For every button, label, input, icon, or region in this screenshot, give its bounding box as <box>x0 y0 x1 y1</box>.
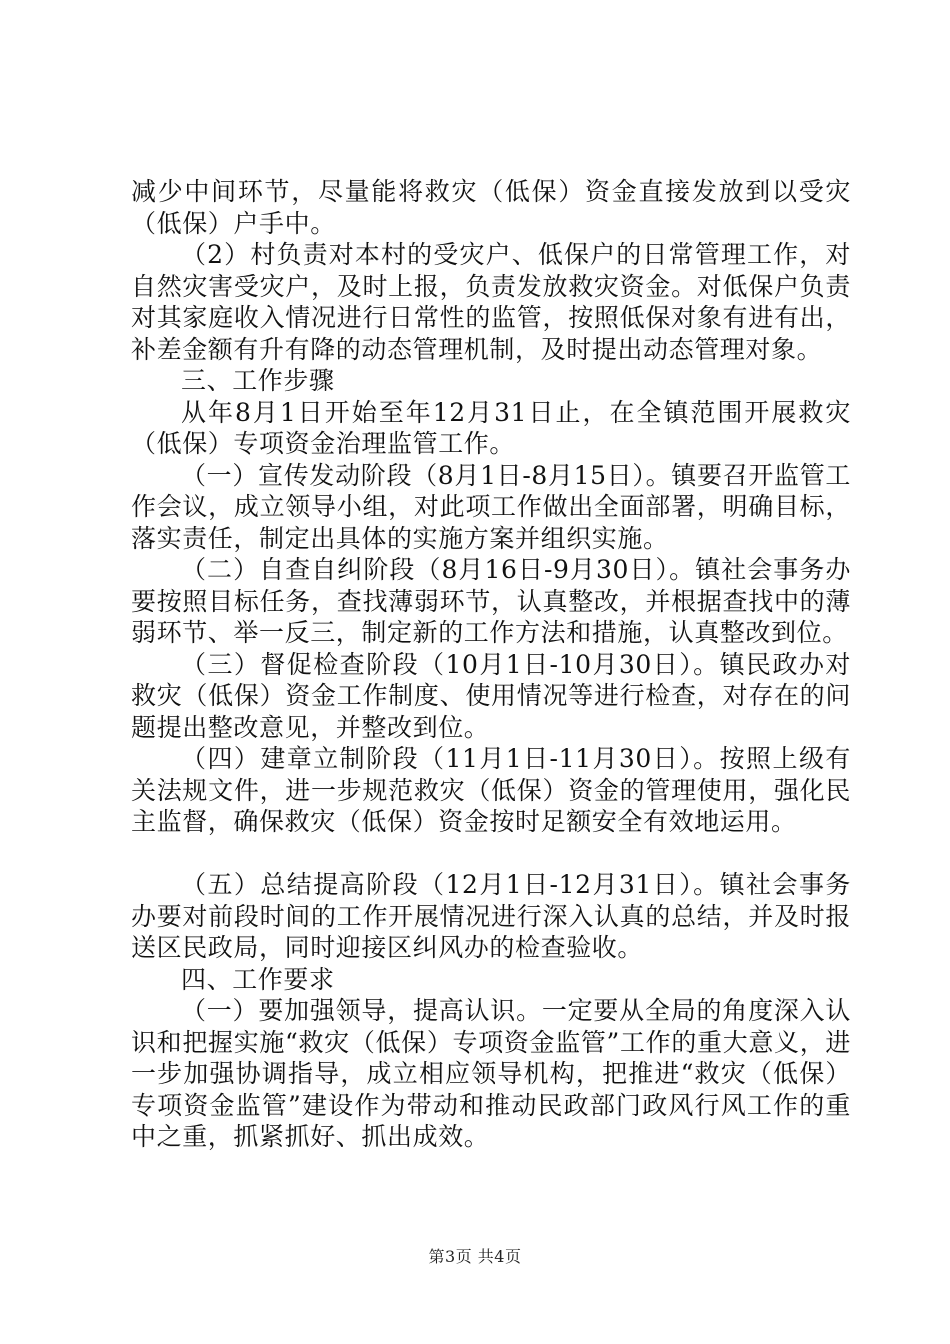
paragraph-stage-summary: （五）总结提高阶段（12月1日-12月31日）。镇社会事务办要对前段时间的工作开展情况进行深入认真的总结，并及时报送区民政局，同时迎接区纠风办的检查验收。 <box>131 870 851 962</box>
paragraph-stage-self-check: （二）自查自纠阶段（8月16日-9月30日）。镇社会事务办要按照目标任务，查找薄弱环节，认真整改，并根据查找中的薄弱环节、举一反三，制定新的工作方法和措施，认真整改到位。 <box>131 555 851 647</box>
paragraph-stage-regulation: （四）建章立制阶段（11月1日-11月30日）。按照上级有关法规文件，进一步规范救灾（低保）资金的管理使用，强化民主监督，确保救灾（低保）资金按时足额安全有效地运用。 <box>131 744 851 836</box>
paragraph-work-period: 从年8月1日开始至年12月31日止，在全镇范围开展救灾（低保）专项资金治理监管工作。 <box>131 397 851 458</box>
document-body <box>131 176 851 1153</box>
paragraph-requirement-leadership: （一）要加强领导，提高认识。一定要从全局的角度深入认识和把握实施“救灾（低保）专项资金监管”工作的重大意义，进一步加强协调指导，成立相应领导机构，把推进“救灾（低保）专项资金监管”建设作为带动和推动民政部门政风行风工作的重中之重，抓紧抓好、抓出成效。 <box>131 996 851 1151</box>
paragraph-stage-inspection: （三）督促检查阶段（10月1日-10月30日）。镇民政办对救灾（低保）资金工作制度、使用情况等进行检查，对存在的问题提出整改意见，并整改到位。 <box>131 649 851 742</box>
section-heading-work-requirements: 四、工作要求 <box>181 964 335 994</box>
section-heading-work-steps: 三、工作步骤 <box>181 366 335 395</box>
paragraph-stage-publicity: （一）宣传发动阶段（8月1日-8月15日）。镇要召开监管工作会议，成立领导小组，对此项工作做出全面部署，明确目标，落实责任，制定出具体的实施方案并组织实施。 <box>131 460 851 553</box>
page-number-footer: 第3页 共4页 <box>428 1247 522 1266</box>
paragraph-spacer <box>131 838 851 870</box>
paragraph-continuation: 减少中间环节，尽量能将救灾（低保）资金直接发放到以受灾（低保）户手中。 <box>131 177 851 238</box>
paragraph-village-duty: （2）村负责对本村的受灾户、低保户的日常管理工作，对自然灾害受灾户，及时上报，负责发放救灾资金。对低保户负责对其家庭收入情况进行日常性的监管，按照低保对象有进有出，补差金额有升有降的动态管理机制，及时提出动态管理对象。 <box>131 240 851 364</box>
